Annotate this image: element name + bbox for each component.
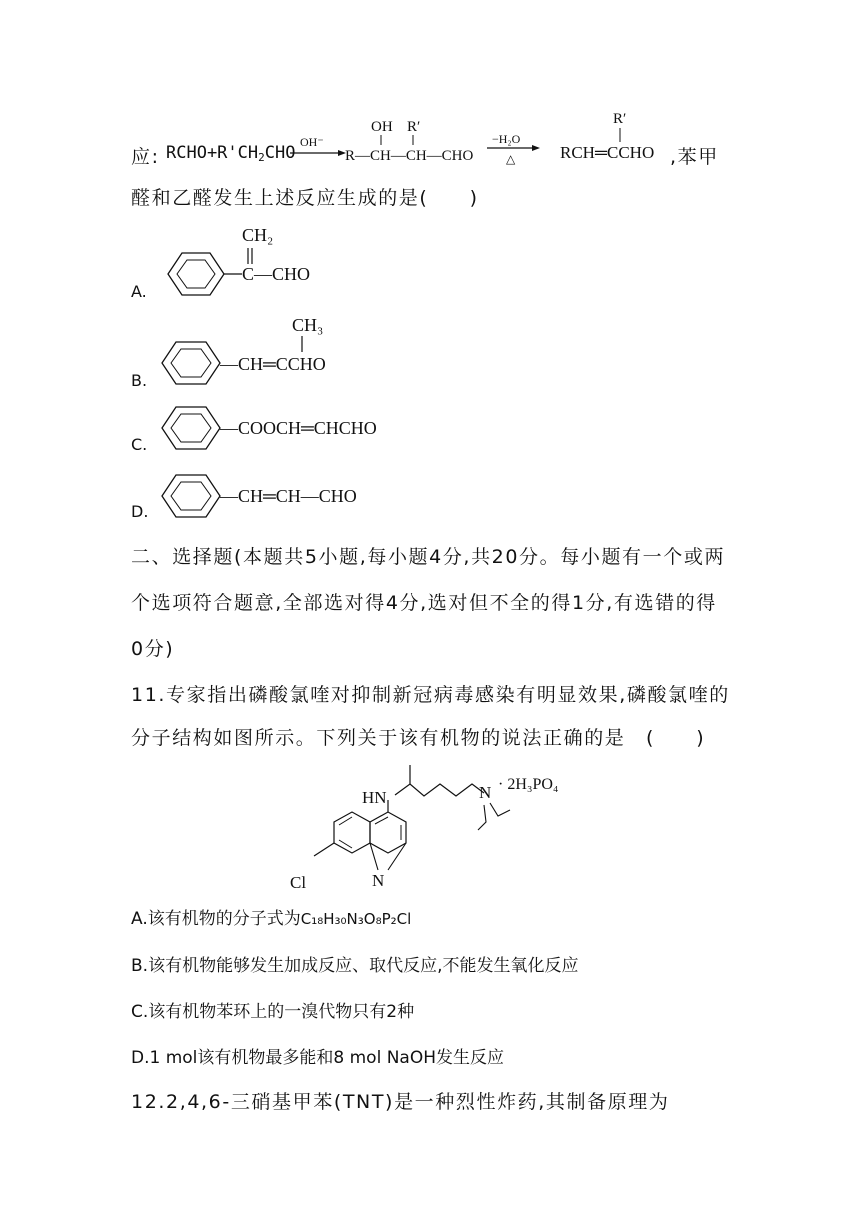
option-d-chain: —CH═CH—CHO [220, 486, 357, 506]
q10-prod-r: R′ [613, 111, 627, 127]
q11-struct-ring-n: N [372, 871, 385, 890]
q11-line2: 分子结构如图所示。下列关于该有机物的说法正确的是 ( ) [131, 727, 706, 749]
option-c-chain: —COOCH═CHCHO [220, 418, 377, 438]
q10-int-oh: OH [371, 119, 393, 135]
q11-line1: 11.专家指出磷酸氯喹对抑制新冠病毒感染有明显效果,磷酸氯喹的 [131, 684, 730, 706]
q12-line1: 12.2,4,6-三硝基甲苯(TNT)是一种烈性炸药,其制备原理为 [131, 1091, 670, 1113]
q10-stem-line2: 醛和乙醛发生上述反应生成的是( ) [131, 187, 479, 209]
q11-option-a: A.该有机物的分子式为C₁₈H₃₀N₃O₈P₂Cl [131, 909, 412, 929]
q10-reactants: $RCHO+R'CH_2CHO$ [166, 143, 296, 164]
option-b-chain: —CH═CCHO [220, 354, 326, 374]
option-b-top: CH₃ [292, 315, 324, 335]
q10-stem-prefix: 应: [131, 146, 160, 168]
q10-stem-suffix: ,苯甲 [670, 146, 719, 168]
q10-condition-h2o: −H₂O [492, 132, 521, 146]
q11-struct-n: N [479, 783, 492, 802]
section2-line2: 个选项符合题意,全部选对得4分,选对但不全的得1分,有选错的得 [131, 592, 717, 614]
q11-struct-salt: · 2H₃PO₄ [498, 776, 559, 793]
q11-struct-cl: Cl [290, 873, 307, 892]
option-a-chain: C—CHO [242, 264, 311, 284]
q11-option-b: B.该有机物能够发生加成反应、取代反应,不能发生氧化反应 [131, 956, 579, 976]
option-c-label: C. [131, 435, 148, 454]
q11-option-c: C.该有机物苯环上的一溴代物只有2种 [131, 1002, 415, 1022]
q10-int-chain: R—CH—CH—CHO [345, 148, 474, 164]
q11-option-d: D.1 mol该有机物最多能和8 mol NaOH发生反应 [131, 1048, 505, 1068]
q10-condition-oh: OH⁻ [300, 135, 324, 149]
q11-struct-hn: HN [362, 788, 387, 807]
option-d-label: D. [131, 502, 149, 521]
section2-line3: 0分) [131, 638, 175, 660]
q10-product: RCH═CCHO [560, 143, 655, 162]
option-a-label: A. [131, 282, 147, 301]
q10-condition-heat: △ [506, 152, 516, 166]
option-b-label: B. [131, 371, 148, 390]
option-a-top: CH₂ [242, 225, 274, 245]
q10-int-r: R′ [407, 119, 421, 135]
section2-line1: 二、选择题(本题共5小题,每小题4分,共20分。每小题有一个或两 [131, 546, 726, 568]
